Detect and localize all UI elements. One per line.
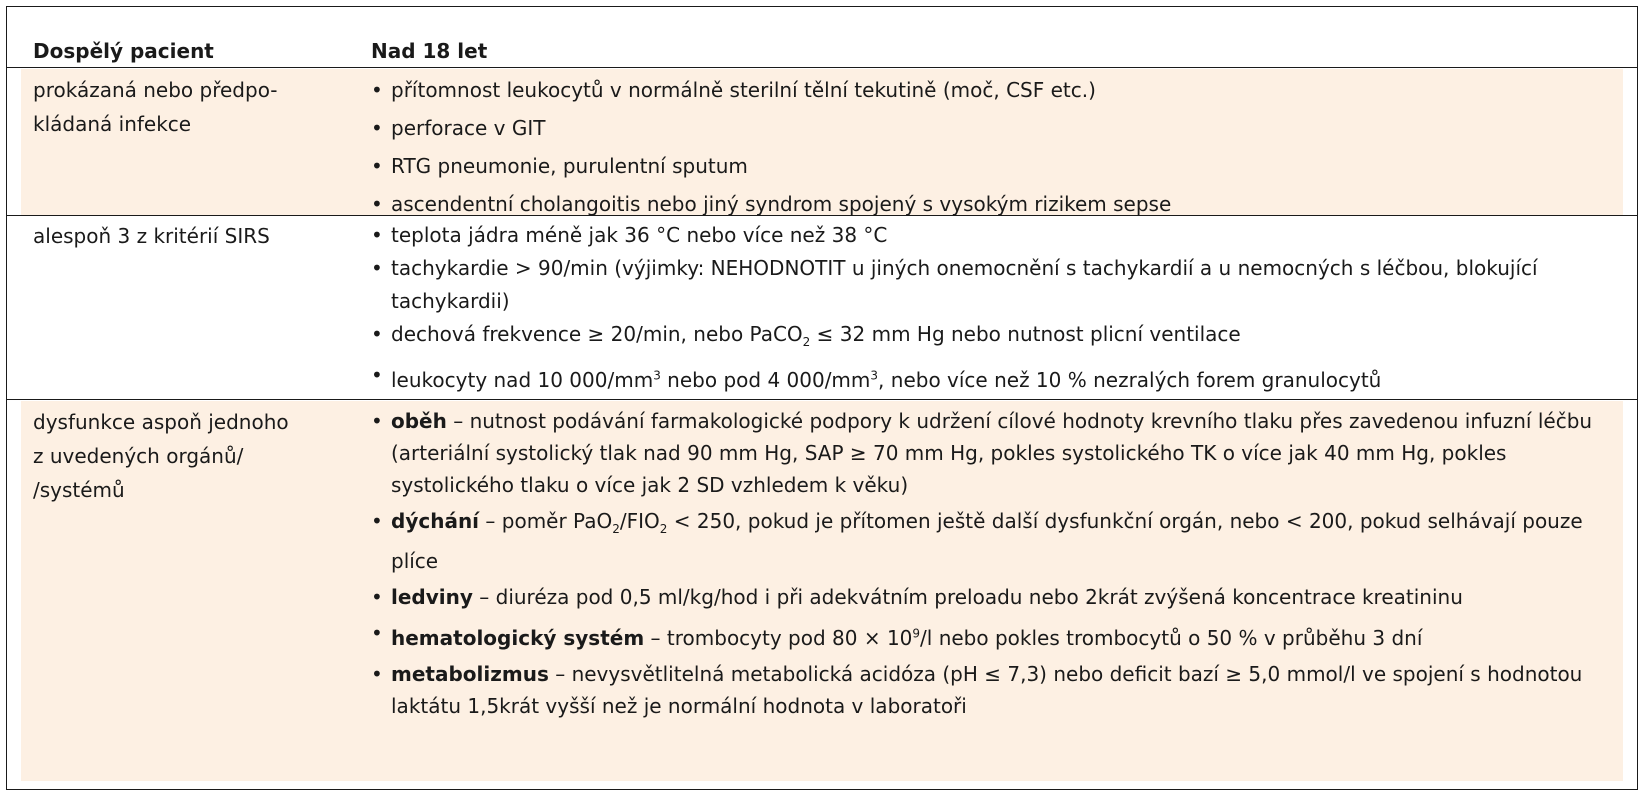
bullet: • [371,509,383,533]
table-row-infection [7,67,1637,215]
header-age: Nad 18 let [371,39,488,63]
bullet: • [371,363,383,387]
row-label [33,219,343,253]
item-text: perforace v GIT [391,116,546,140]
item-text-part: leukocyty nad 10 000/mm [391,367,654,392]
header-adult-patient: Dospělý pacient [33,39,214,63]
item-text-part: /FIO [619,509,660,533]
row-divider [7,399,1637,400]
item-text: ascendentní cholangoitis nebo jiný syndrom spojený s vysokým rizikem sepse [391,192,1172,216]
item-text-part: dechová frekvence ≥ 20/min, nebo PaCO [391,322,803,346]
bullet: • [371,256,383,280]
item-text-part: – nutnost podávání farmakologické podpory k udržení cílové hodnoty krevního tlaku přes zavedenou infuzní léčbu (arteriální systolický tlak nad 90 mm Hg, SAP ≥ 70 mm Hg, pokles systolického TK o více jak 40 mm Hg, pokles systolického tlaku o více jak 2 SD vzhledem k věku) [391,409,1593,497]
item-text-part: – nevysvětlitelná metabolická acidóza (pH ≤ 7,3) nebo deficit bazí ≥ 5,0 mmol/l ve spojení s hodnotou laktátu 1,5krát vyšší než je normální hodnota v laboratoři [391,661,1583,718]
subscript: 2 [802,335,811,349]
item-heading: hematologický systém [391,625,645,650]
subscript: 2 [612,522,620,536]
item-text [391,368,1381,392]
bullet: • [371,661,383,686]
list-item [371,405,1611,501]
bullet: • [371,621,383,645]
item-text [391,509,1583,573]
bullet: • [371,192,383,216]
superscript: 3 [653,368,661,382]
item-text-part: nebo pod 4 000/mm [660,367,871,392]
bullet: • [371,78,383,102]
row-label-line: /systémů [33,478,125,502]
row-label-line: prokázaná nebo předpo- [33,78,278,102]
list-item [371,359,1611,397]
item-text-part: < 250, pokud je přítomen ještě další dysfunkční orgán, nebo < 200, pokud selhávají pouze plíce [391,509,1583,573]
item-text [391,626,1422,650]
row-divider [7,215,1637,216]
row-divider [7,67,1637,68]
item-heading: dýchání [391,509,480,533]
item-text-part: – diuréza pod 0,5 ml/kg/hod i při adekvátním preloadu nebo 2krát zvýšená koncentrace kreatininu [472,585,1463,609]
bullet: • [371,223,383,247]
item-text-part: ≤ 32 mm Hg nebo nutnost plicní ventilace [810,322,1241,346]
list-item [371,252,1611,318]
list-item [371,71,1611,109]
item-heading: oběh [391,409,447,433]
item-heading: ledviny [391,585,473,609]
item-text [391,585,1463,609]
subscript: 2 [659,522,668,536]
table-row-organ-dysfunction [7,399,1637,789]
bullet: • [371,154,383,178]
row-label-line: alespoň 3 z kritérií SIRS [33,224,270,248]
bullet: • [371,322,383,346]
bullet: • [371,409,383,433]
item-text-part: – poměr PaO [479,509,613,533]
list-item [371,658,1611,722]
item-text: přítomnost leukocytů v normálně sterilní tělní tekutině (moč, CSF etc.) [391,78,1096,102]
item-text [391,409,1592,497]
criteria-table [6,6,1638,790]
list-item [371,505,1611,577]
row-label-line: dysfunkce aspoň jednoho [33,410,289,434]
superscript: 9 [912,626,921,640]
superscript: 3 [870,368,879,382]
row-criteria-list [371,219,1611,397]
row-label [33,73,343,141]
list-item [371,617,1611,654]
table-header-row [7,7,1637,69]
item-heading: metabolizmus [391,661,549,686]
row-label-line: z uvedených orgánů/ [33,444,244,468]
list-item [371,318,1611,359]
item-text: RTG pneumonie, purulentní sputum [391,154,748,178]
list-item [371,109,1611,147]
item-text-part: , nebo více než 10 % nezralých forem granulocytů [878,367,1382,392]
row-label-line: kládaná infekce [33,112,192,136]
list-item [371,581,1611,613]
row-criteria-list [371,71,1611,223]
item-text-part: – trombocyty pod 80 × 10 [644,625,913,650]
item-text [391,322,1241,349]
table-row-sirs [7,215,1637,399]
item-text [391,662,1582,718]
row-criteria-list [371,405,1611,722]
item-text-part: /l nebo pokles trombocytů o 50 % v průběhu 3 dní [920,625,1423,650]
row-label [33,405,343,507]
list-item [371,147,1611,185]
bullet: • [371,585,383,609]
list-item [371,219,1611,252]
bullet: • [371,116,383,140]
item-text: teplota jádra méně jak 36 °C nebo více než 38 °C [391,223,888,247]
item-text: tachykardie > 90/min (výjimky: NEHODNOTIT u jiných onemocnění s tachykardií a u nemocných s léčbou, blokující tachykardii) [391,256,1538,313]
